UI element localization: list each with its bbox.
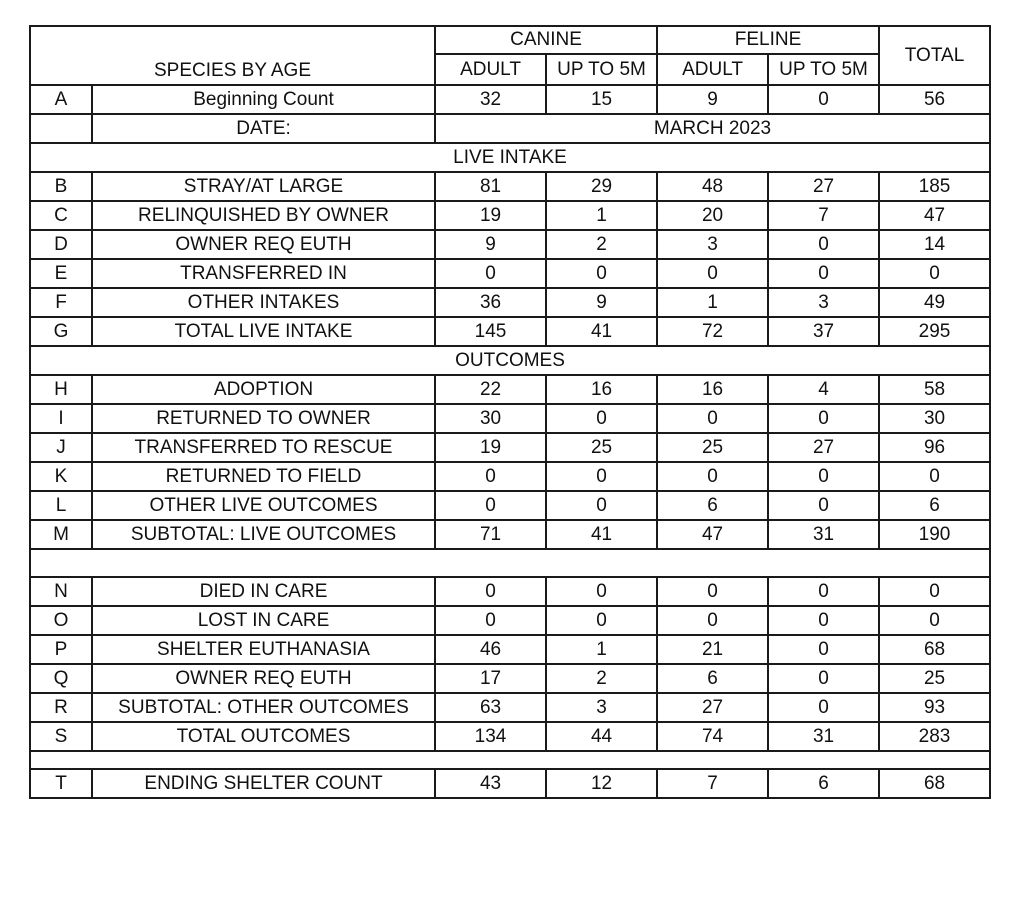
- feline-up-to-5m-value: 31: [768, 722, 879, 751]
- canine-adult-value: 0: [435, 259, 546, 288]
- row-code: G: [30, 317, 92, 346]
- canine-adult-value: 63: [435, 693, 546, 722]
- canine-up-to-5m-value: 2: [546, 230, 657, 259]
- feline-up-to-5m-header: UP TO 5M: [768, 54, 879, 85]
- row-label: SUBTOTAL: OTHER OUTCOMES: [92, 693, 435, 722]
- row-code: O: [30, 606, 92, 635]
- canine-adult-value: 32: [435, 85, 546, 114]
- feline-adult-value: 7: [657, 769, 768, 798]
- feline-adult-value: 0: [657, 404, 768, 433]
- row-code: N: [30, 577, 92, 606]
- total-value: 56: [879, 85, 990, 114]
- canine-adult-value: 17: [435, 664, 546, 693]
- row-code: M: [30, 520, 92, 549]
- feline-adult-value: 72: [657, 317, 768, 346]
- feline-up-to-5m-value: 27: [768, 433, 879, 462]
- canine-up-to-5m-header: UP TO 5M: [546, 54, 657, 85]
- feline-up-to-5m-value: 0: [768, 462, 879, 491]
- live-intake-section-title: LIVE INTAKE: [30, 143, 990, 172]
- date-code-cell: [30, 114, 92, 143]
- total-value: 25: [879, 664, 990, 693]
- table-row: [30, 693, 990, 722]
- row-label: ADOPTION: [92, 375, 435, 404]
- canine-adult-value: 46: [435, 635, 546, 664]
- species-by-age-header: SPECIES BY AGE: [30, 26, 435, 85]
- table-row: [30, 664, 990, 693]
- canine-adult-value: 9: [435, 230, 546, 259]
- canine-adult-value: 81: [435, 172, 546, 201]
- outcomes-section-row: [30, 346, 990, 375]
- total-value: 93: [879, 693, 990, 722]
- table-row: [30, 433, 990, 462]
- table-row: [30, 722, 990, 751]
- canine-up-to-5m-value: 12: [546, 769, 657, 798]
- canine-up-to-5m-value: 41: [546, 317, 657, 346]
- spacer-cell: [30, 751, 990, 769]
- date-label: DATE:: [92, 114, 435, 143]
- feline-adult-value: 16: [657, 375, 768, 404]
- total-value: 68: [879, 769, 990, 798]
- row-code: C: [30, 201, 92, 230]
- canine-up-to-5m-value: 0: [546, 462, 657, 491]
- row-label: Beginning Count: [92, 85, 435, 114]
- total-value: 0: [879, 606, 990, 635]
- row-label: STRAY/AT LARGE: [92, 172, 435, 201]
- row-label: TRANSFERRED TO RESCUE: [92, 433, 435, 462]
- table-row: [30, 230, 990, 259]
- row-code: P: [30, 635, 92, 664]
- row-label: TRANSFERRED IN: [92, 259, 435, 288]
- feline-adult-value: 27: [657, 693, 768, 722]
- live-intake-section-row: [30, 143, 990, 172]
- feline-up-to-5m-value: 0: [768, 606, 879, 635]
- total-value: 0: [879, 259, 990, 288]
- row-code: A: [30, 85, 92, 114]
- row-label: OWNER REQ EUTH: [92, 664, 435, 693]
- table-row: [30, 520, 990, 549]
- feline-adult-value: 25: [657, 433, 768, 462]
- total-value: 0: [879, 462, 990, 491]
- canine-up-to-5m-value: 3: [546, 693, 657, 722]
- row-code: H: [30, 375, 92, 404]
- row-label: ENDING SHELTER COUNT: [92, 769, 435, 798]
- canine-adult-value: 36: [435, 288, 546, 317]
- row-label: OTHER INTAKES: [92, 288, 435, 317]
- table-row: [30, 606, 990, 635]
- canine-up-to-5m-value: 0: [546, 577, 657, 606]
- feline-adult-value: 48: [657, 172, 768, 201]
- row-code: T: [30, 769, 92, 798]
- header-row-species: [30, 26, 990, 54]
- canine-up-to-5m-value: 0: [546, 491, 657, 520]
- total-value: 30: [879, 404, 990, 433]
- feline-up-to-5m-value: 0: [768, 664, 879, 693]
- table-row: [30, 172, 990, 201]
- row-code: D: [30, 230, 92, 259]
- canine-up-to-5m-value: 0: [546, 606, 657, 635]
- total-value: 295: [879, 317, 990, 346]
- total-value: 96: [879, 433, 990, 462]
- canine-adult-value: 19: [435, 201, 546, 230]
- canine-up-to-5m-value: 2: [546, 664, 657, 693]
- feline-up-to-5m-value: 31: [768, 520, 879, 549]
- date-value: MARCH 2023: [435, 114, 990, 143]
- canine-up-to-5m-value: 0: [546, 404, 657, 433]
- canine-up-to-5m-value: 15: [546, 85, 657, 114]
- canine-adult-value: 134: [435, 722, 546, 751]
- feline-up-to-5m-value: 3: [768, 288, 879, 317]
- total-value: 49: [879, 288, 990, 317]
- feline-up-to-5m-value: 4: [768, 375, 879, 404]
- canine-up-to-5m-value: 25: [546, 433, 657, 462]
- table-row: [30, 259, 990, 288]
- feline-adult-value: 6: [657, 491, 768, 520]
- feline-adult-header: ADULT: [657, 54, 768, 85]
- canine-adult-value: 0: [435, 606, 546, 635]
- feline-up-to-5m-value: 0: [768, 85, 879, 114]
- canine-adult-header: ADULT: [435, 54, 546, 85]
- total-value: 14: [879, 230, 990, 259]
- feline-up-to-5m-value: 0: [768, 491, 879, 520]
- feline-adult-value: 20: [657, 201, 768, 230]
- row-label: RETURNED TO OWNER: [92, 404, 435, 433]
- row-label: RETURNED TO FIELD: [92, 462, 435, 491]
- canine-up-to-5m-value: 0: [546, 259, 657, 288]
- feline-adult-value: 21: [657, 635, 768, 664]
- feline-adult-value: 6: [657, 664, 768, 693]
- shelter-count-table: [29, 25, 991, 799]
- total-value: 0: [879, 577, 990, 606]
- canine-up-to-5m-value: 29: [546, 172, 657, 201]
- feline-adult-value: 74: [657, 722, 768, 751]
- table-row: [30, 375, 990, 404]
- total-value: 68: [879, 635, 990, 664]
- feline-adult-value: 9: [657, 85, 768, 114]
- feline-up-to-5m-value: 7: [768, 201, 879, 230]
- feline-up-to-5m-value: 6: [768, 769, 879, 798]
- row-code: Q: [30, 664, 92, 693]
- feline-up-to-5m-value: 0: [768, 404, 879, 433]
- table-row: [30, 635, 990, 664]
- feline-up-to-5m-value: 0: [768, 693, 879, 722]
- feline-up-to-5m-value: 0: [768, 635, 879, 664]
- feline-up-to-5m-value: 37: [768, 317, 879, 346]
- canine-adult-value: 0: [435, 491, 546, 520]
- row-label: TOTAL LIVE INTAKE: [92, 317, 435, 346]
- canine-adult-value: 0: [435, 577, 546, 606]
- table-row: [30, 317, 990, 346]
- total-value: 58: [879, 375, 990, 404]
- total-value: 283: [879, 722, 990, 751]
- total-value: 6: [879, 491, 990, 520]
- row-label: TOTAL OUTCOMES: [92, 722, 435, 751]
- spacer-row: [30, 549, 990, 577]
- feline-adult-value: 3: [657, 230, 768, 259]
- row-label: SHELTER EUTHANASIA: [92, 635, 435, 664]
- table-row: [30, 404, 990, 433]
- canine-up-to-5m-value: 9: [546, 288, 657, 317]
- canine-adult-value: 145: [435, 317, 546, 346]
- row-label: RELINQUISHED BY OWNER: [92, 201, 435, 230]
- table-row: [30, 288, 990, 317]
- table-row: [30, 491, 990, 520]
- feline-adult-value: 0: [657, 577, 768, 606]
- row-label: LOST IN CARE: [92, 606, 435, 635]
- canine-up-to-5m-value: 16: [546, 375, 657, 404]
- feline-up-to-5m-value: 0: [768, 230, 879, 259]
- feline-up-to-5m-value: 0: [768, 577, 879, 606]
- feline-header: FELINE: [657, 26, 879, 54]
- ending-shelter-count-row: [30, 769, 990, 798]
- feline-adult-value: 0: [657, 259, 768, 288]
- row-label: DIED IN CARE: [92, 577, 435, 606]
- total-value: 185: [879, 172, 990, 201]
- row-code: K: [30, 462, 92, 491]
- row-code: R: [30, 693, 92, 722]
- canine-adult-value: 43: [435, 769, 546, 798]
- canine-up-to-5m-value: 1: [546, 635, 657, 664]
- table-row: [30, 577, 990, 606]
- feline-adult-value: 47: [657, 520, 768, 549]
- feline-adult-value: 1: [657, 288, 768, 317]
- canine-adult-value: 30: [435, 404, 546, 433]
- spacer-row: [30, 751, 990, 769]
- canine-adult-value: 0: [435, 462, 546, 491]
- feline-up-to-5m-value: 0: [768, 259, 879, 288]
- canine-adult-value: 19: [435, 433, 546, 462]
- row-code: E: [30, 259, 92, 288]
- feline-adult-value: 0: [657, 462, 768, 491]
- row-label: OTHER LIVE OUTCOMES: [92, 491, 435, 520]
- row-label: SUBTOTAL: LIVE OUTCOMES: [92, 520, 435, 549]
- table-row: [30, 201, 990, 230]
- canine-adult-value: 22: [435, 375, 546, 404]
- date-row: [30, 114, 990, 143]
- feline-up-to-5m-value: 27: [768, 172, 879, 201]
- outcomes-section-title: OUTCOMES: [30, 346, 990, 375]
- table-row: [30, 462, 990, 491]
- spacer-cell: [30, 549, 990, 577]
- canine-up-to-5m-value: 1: [546, 201, 657, 230]
- canine-header: CANINE: [435, 26, 657, 54]
- row-code: J: [30, 433, 92, 462]
- feline-adult-value: 0: [657, 606, 768, 635]
- row-code: I: [30, 404, 92, 433]
- total-header: TOTAL: [879, 26, 990, 85]
- total-value: 47: [879, 201, 990, 230]
- canine-adult-value: 71: [435, 520, 546, 549]
- total-value: 190: [879, 520, 990, 549]
- row-code: L: [30, 491, 92, 520]
- row-label: OWNER REQ EUTH: [92, 230, 435, 259]
- beginning-count-row: [30, 85, 990, 114]
- row-code: S: [30, 722, 92, 751]
- row-code: B: [30, 172, 92, 201]
- row-code: F: [30, 288, 92, 317]
- canine-up-to-5m-value: 44: [546, 722, 657, 751]
- canine-up-to-5m-value: 41: [546, 520, 657, 549]
